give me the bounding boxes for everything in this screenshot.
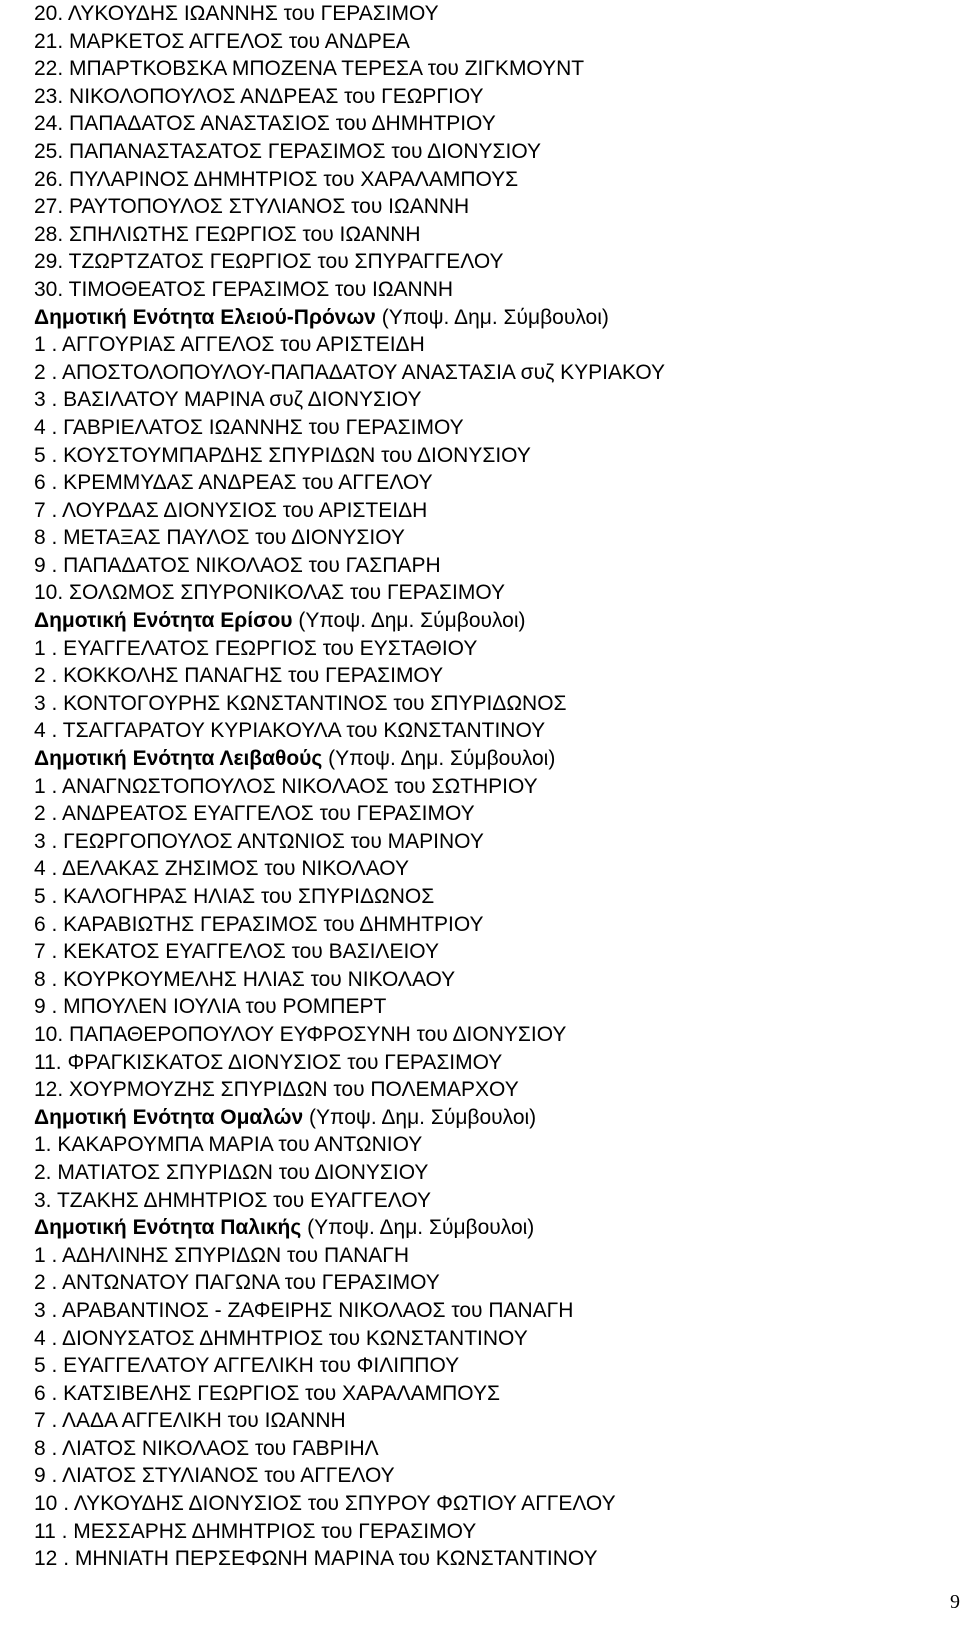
list-item: 3 . ΓΕΩΡΓΟΠΟΥΛΟΣ ΑΝΤΩΝΙΟΣ του ΜΑΡΙΝΟΥ [34,829,484,853]
list-item: 2 . ΑΝΔΡΕΑΤΟΣ ΕΥΑΓΓΕΛΟΣ του ΓΕΡΑΣΙΜΟΥ [34,802,475,826]
list-item: 4 . ΔΙΟΝΥΣΑΤΟΣ ΔΗΜΗΤΡΙΟΣ του ΚΩΝΣΤΑΝΤΙΝΟΥ [34,1326,528,1350]
list-item: 7 . ΛΑΔΑ ΑΓΓΕΛΙΚΗ του ΙΩΑΝΝΗ [34,1409,346,1433]
list-item: 25. ΠΑΠΑΝΑΣΤΑΣΑΤΟΣ ΓΕΡΑΣΙΜΟΣ του ΔΙΟΝΥΣΙΟΥ [34,139,542,163]
list-item: 11. ΦΡΑΓΚΙΣΚΑΤΟΣ ΔΙΟΝΥΣΙΟΣ του ΓΕΡΑΣΙΜΟΥ [34,1050,503,1074]
list-item: 22. ΜΠΑΡΤΚΟΒΣΚΑ ΜΠΟΖΕΝΑ ΤΕΡΕΣΑ του ΖΙΓΚΜΟΥΝΤ [34,57,585,81]
section-title: Δημοτική Ενότητα Λειβαθούς [34,747,323,771]
section-suffix: (Υποψ. Δημ. Σύμβουλοι) [375,305,609,329]
list-item: 9 . ΜΠΟΥΛΕΝ ΙΟΥΛΙΑ του ΡΟΜΠΕΡΤ [34,995,387,1019]
list-item: 2 . ΚΟΚΚΟΛΗΣ ΠΑΝΑΓΗΣ του ΓΕΡΑΣΙΜΟΥ [34,664,444,688]
list-item: 1 . ΑΝΑΓΝΩΣΤΟΠΟΥΛΟΣ ΝΙΚΟΛΑΟΣ του ΣΩΤΗΡΙΟΥ [34,774,538,798]
list-item: 3 . ΑΡΑΒΑΝΤΙΝΟΣ - ΖΑΦΕΙΡΗΣ ΝΙΚΟΛΑΟΣ του ΠΑΝΑΓΗ [34,1298,574,1322]
list-item: 21. ΜΑΡΚΕΤΟΣ ΑΓΓΕΛΟΣ του ΑΝΔΡΕΑ [34,29,410,53]
list-item: 29. ΤΖΩΡΤΖΑΤΟΣ ΓΕΩΡΓΙΟΣ του ΣΠΥΡΑΓΓΕΛΟΥ [34,250,504,274]
list-item: 4 . ΓΑΒΡΙΕΛΑΤΟΣ ΙΩΑΝΝΗΣ του ΓΕΡΑΣΙΜΟΥ [34,415,464,439]
section-title: Δημοτική Ενότητα Ερίσου [34,609,293,633]
list-item: 10. ΠΑΠΑΘΕΡΟΠΟΥΛΟΥ ΕΥΦΡΟΣΥΝΗ του ΔΙΟΝΥΣΙΟΥ [34,1022,567,1046]
list-item: 4 . ΔΕΛΑΚΑΣ ΖΗΣΙΜΟΣ του ΝΙΚΟΛΑΟΥ [34,857,409,881]
list-item: 6 . ΚΑΡΑΒΙΩΤΗΣ ΓΕΡΑΣΙΜΟΣ του ΔΗΜΗΤΡΙΟΥ [34,912,484,936]
list-item: 9 . ΠΑΠΑΔΑΤΟΣ ΝΙΚΟΛΑΟΣ του ΓΑΣΠΑΡΗ [34,553,441,577]
list-item: 30. ΤΙΜΟΘΕΑΤΟΣ ΓΕΡΑΣΙΜΟΣ του ΙΩΑΝΝΗ [34,277,454,301]
list-item: 28. ΣΠΗΛΙΩΤΗΣ ΓΕΩΡΓΙΟΣ του ΙΩΑΝΝΗ [34,222,421,246]
list-item: 8 . ΚΟΥΡΚΟΥΜΕΛΗΣ ΗΛΙΑΣ του ΝΙΚΟΛΑΟΥ [34,967,456,991]
list-item: 24. ΠΑΠΑΔΑΤΟΣ ΑΝΑΣΤΑΣΙΟΣ του ΔΗΜΗΤΡΙΟΥ [34,112,496,136]
list-item: 2 . ΑΝΤΩΝΑΤΟΥ ΠΑΓΩΝΑ του ΓΕΡΑΣΙΜΟΥ [34,1271,440,1295]
list-item: 1 . ΑΓΓΟΥΡΙΑΣ ΑΓΓΕΛΟΣ του ΑΡΙΣΤΕΙΔΗ [34,333,425,357]
list-item: 7 . ΚΕΚΑΤΟΣ ΕΥΑΓΓΕΛΟΣ του ΒΑΣΙΛΕΙΟΥ [34,940,439,964]
list-item: 1. ΚΑΚΑΡΟΥΜΠΑ ΜΑΡΙΑ του ΑΝΤΩΝΙΟΥ [34,1133,423,1157]
section-suffix: (Υποψ. Δημ. Σύμβουλοι) [301,1216,535,1240]
list-item: 5 . ΚΑΛΟΓΗΡΑΣ ΗΛΙΑΣ του ΣΠΥΡΙΔΩΝΟΣ [34,885,435,908]
list-item: 20. ΛΥΚΟΥΔΗΣ ΙΩΑΝΝΗΣ του ΓΕΡΑΣΙΜΟΥ [34,2,439,25]
page-number: 9 [950,1591,960,1613]
section-title: Δημοτική Ενότητα Παλικής [34,1216,302,1240]
list-item: 1 . ΑΔΗΛΙΝΗΣ ΣΠΥΡΙΔΩΝ του ΠΑΝΑΓΗ [34,1243,410,1267]
list-item: 1 . ΕΥΑΓΓΕΛΑΤΟΣ ΓΕΩΡΓΙΟΣ του ΕΥΣΤΑΘΙΟΥ [34,636,478,660]
list-item: 12. ΧΟΥΡΜΟΥΖΗΣ ΣΠΥΡΙΔΩΝ του ΠΟΛΕΜΑΡΧΟΥ [34,1078,519,1102]
list-item: 3 . ΚΟΝΤΟΓΟΥΡΗΣ ΚΩΝΣΤΑΝΤΙΝΟΣ του ΣΠΥΡΙΔΩΝΟΣ [34,691,567,715]
section-heading [34,1214,934,1242]
list-item: 4 . ΤΣΑΓΓΑΡΑΤΟΥ ΚΥΡΙΑΚΟΥΛΑ του ΚΩΝΣΤΑΝΤΙΝΟΥ [34,719,546,743]
section-suffix: (Υποψ. Δημ. Σύμβουλοι) [303,1105,537,1129]
list-item: 11 . ΜΕΣΣΑΡΗΣ ΔΗΜΗΤΡΙΟΣ του ΓΕΡΑΣΙΜΟΥ [34,1519,477,1543]
list-item: 2 . ΑΠΟΣΤΟΛΟΠΟΥΛΟΥ-ΠΑΠΑΔΑΤΟΥ ΑΝΑΣΤΑΣΙΑ συζ ΚΥΡΙΑΚΟΥ [34,360,666,384]
list-item: 10 . ΛΥΚΟΥΔΗΣ ΔΙΟΝΥΣΙΟΣ του ΣΠΥΡΟΥ ΦΩΤΙΟΥ ΑΓΓΕΛΟΥ [34,1492,616,1516]
list-item: 6 . ΚΑΤΣΙΒΕΛΗΣ ΓΕΩΡΓΙΟΣ του ΧΑΡΑΛΑΜΠΟΥΣ [34,1381,500,1405]
list-item: 10. ΣΟΛΩΜΟΣ ΣΠΥΡΟΝΙΚΟΛΑΣ του ΓΕΡΑΣΙΜΟΥ [34,581,505,605]
section-heading [34,1104,934,1132]
list-item: 9 . ΛΙΑΤΟΣ ΣΤΥΛΙΑΝΟΣ του ΑΓΓΕΛΟΥ [34,1464,395,1488]
document-body [34,0,934,1573]
list-item: 8 . ΛΙΑΤΟΣ ΝΙΚΟΛΑΟΣ του ΓΑΒΡΙΗΛ [34,1436,379,1460]
list-item: 5 . ΕΥΑΓΓΕΛΑΤΟΥ ΑΓΓΕΛΙΚΗ του ΦΙΛΙΠΠΟΥ [34,1354,460,1378]
section-suffix: (Υποψ. Δημ. Σύμβουλοι) [322,747,556,771]
list-item: 8 . ΜΕΤΑΞΑΣ ΠΑΥΛΟΣ του ΔΙΟΝΥΣΙΟΥ [34,526,405,550]
section-heading [34,304,934,332]
section-heading [34,607,934,635]
list-item: 5 . ΚΟΥΣΤΟΥΜΠΑΡΔΗΣ ΣΠΥΡΙΔΩΝ του ΔΙΟΝΥΣΙΟΥ [34,443,531,467]
list-item: 27. ΡΑΥΤΟΠΟΥΛΟΣ ΣΤΥΛΙΑΝΟΣ του ΙΩΑΝΝΗ [34,195,470,219]
section-title: Δημοτική Ενότητα Ομαλών [34,1105,304,1129]
list-item: 12 . ΜΗΝΙΑΤΗ ΠΕΡΣΕΦΩΝΗ ΜΑΡΙΝΑ του ΚΩΝΣΤΑΝΤΙΝΟΥ [34,1547,598,1571]
list-item: 3. ΤΖΑΚΗΣ ΔΗΜΗΤΡΙΟΣ του ΕΥΑΓΓΕΛΟΥ [34,1188,431,1212]
list-item: 3 . ΒΑΣΙΛΑΤΟΥ ΜΑΡΙΝΑ συζ ΔΙΟΝΥΣΙΟΥ [34,388,422,412]
section-suffix: (Υποψ. Δημ. Σύμβουλοι) [292,609,526,633]
list-item: 26. ΠΥΛΑΡΙΝΟΣ ΔΗΜΗΤΡΙΟΣ του ΧΑΡΑΛΑΜΠΟΥΣ [34,167,519,191]
section-heading [34,745,934,773]
list-item: 23. ΝΙΚΟΛΟΠΟΥΛΟΣ ΑΝΔΡΕΑΣ του ΓΕΩΡΓΙΟΥ [34,84,484,108]
list-item: 6 . ΚΡΕΜΜΥΔΑΣ ΑΝΔΡΕΑΣ του ΑΓΓΕΛΟΥ [34,471,433,495]
section-title: Δημοτική Ενότητα Ελειού-Πρόνων [34,305,376,329]
list-item: 7 . ΛΟΥΡΔΑΣ ΔΙΟΝΥΣΙΟΣ του ΑΡΙΣΤΕΙΔΗ [34,498,428,522]
list-item: 2. ΜΑΤΙΑΤΟΣ ΣΠΥΡΙΔΩΝ του ΔΙΟΝΥΣΙΟΥ [34,1160,429,1184]
